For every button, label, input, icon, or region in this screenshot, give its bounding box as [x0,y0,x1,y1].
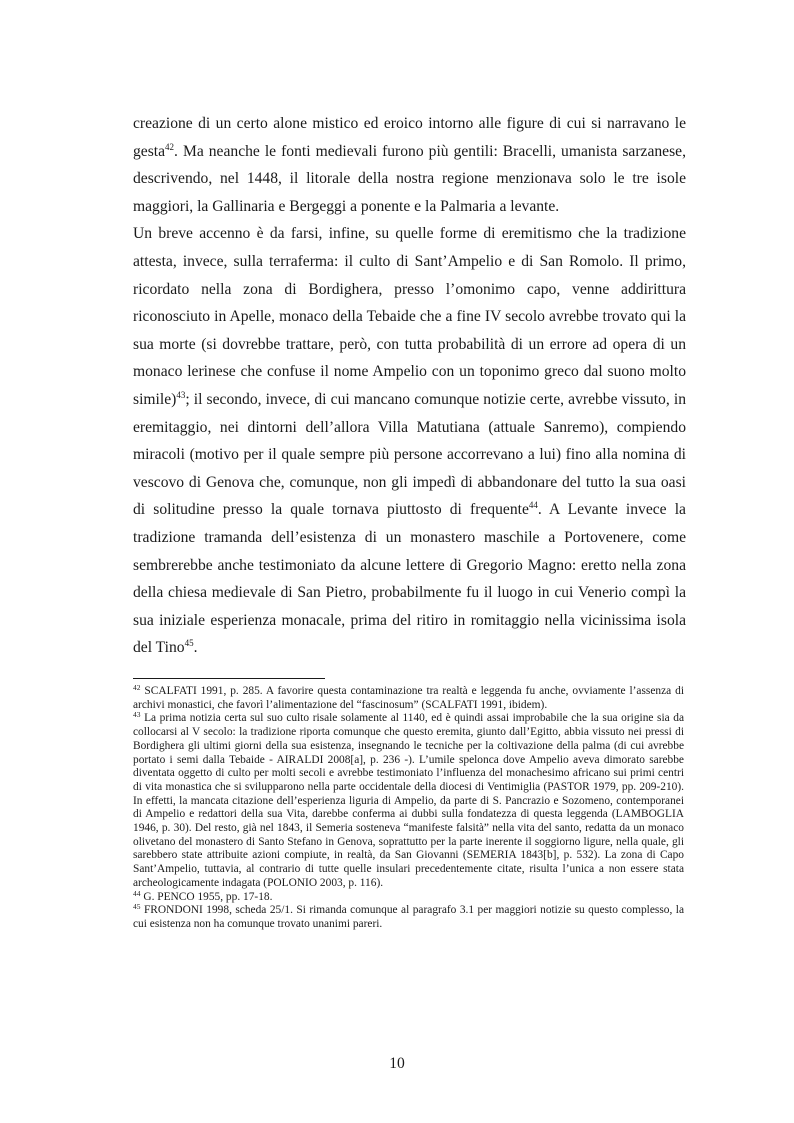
page-number: 10 [389,1055,405,1072]
main-text [133,110,686,662]
paragraph-1 [133,110,686,220]
footnote-separator [133,678,325,679]
footnote-45 [133,904,684,931]
footnote-ref-43[interactable]: 43 [176,389,186,400]
footnote-number: 42 [133,683,141,692]
footnote-text: La prima notizia certa sul suo culto risale solamente al 1140, ed è quindi assai improbabile che la sua origine sia da collocarsi al V secolo: la tradizione riporta comunque che questo eremita, giunto dall’Egitto, abbia vissuto nei pressi di Bordighera gli ultimi giorni della sua esistenza, insegnando le tecniche per la coltivazione della palma (di cui avrebbe portato i semi dalla Tebaide - AIRALDI 2008[a], p. 236 -). L’umile spelonca dove Ampelio aveva dimorato sarebbe diventata oggetto di culto per molti secoli e avrebbe testimoniato l’influenza del monachesimo africano sui primi centri di vita monastica che si svilupparono nella parte occidentale della diocesi di Ventimiglia (PASTOR 1979, pp. 209-210). In effetti, la mancata citazione dell’esperienza liguria di Ampelio, da parte di S. Pancrazio e Sozomeno, contemporanei di Ampelio e redattori della sua Vita, darebbe conferma ai dubbi sulla fondatezza di questa leggenda (LAMBOGLIA 1946, p. 30). Del resto, già nel 1843, il Semeria sosteneva “manifeste falsità” nella vita del santo, redatta da un monaco olivetano del monastero di Santo Stefano in Genova, soprattutto per la parte inerente il soggiorno ligure, nella quale, gli sarebbero state attribuite azioni compiute, in realtà, da San Giovanni (SEMERIA 1843[b], p. 532). La zona di Capo Sant’Ampelio, tuttavia, al contrario di tutte quelle insulari precedentemente citate, risulta l’unica a non essere stata archeologicamente indagata (POLONIO 2003, p. 116). [133,712,684,889]
footnote-number: 43 [133,710,141,720]
footnote-number: 45 [133,902,141,912]
paragraph-1-text-b: . Ma neanche le fonti medievali furono più gentili: Bracelli, umanista sarzanese, descrivendo, nel 1448, il litorale della nostra regione menzionava solo le tre isole maggiori, la Gallinaria e Bergeggi a ponente e la Palmaria a levante. [133,142,686,215]
footnote-ref-42[interactable]: 42 [165,141,175,152]
paragraph-2-text-b: ; il secondo, invece, di cui mancano comunque notizie certe, avrebbe vissuto, in eremitaggio, nei dintorni dell’allora Villa Matutiana (attuale Sanremo), compiendo miracoli (motivo per il quale sempre più persone accorrevano a lui) fino alla nomina di vescovo di Genova che, comunque, non gli impedì di abbandonare del tutto la sua oasi di solitudine presso la quale tornava piuttosto di frequente [133,390,686,519]
footnote-text: G. PENCO 1955, pp. 17-18. [140,890,273,903]
footnote-text: SCALFATI 1991, p. 285. A favorire questa contaminazione tra realtà e leggenda fu anche, ovviamente l’assenza di archivi monastici, che favorì l’alimentazione del “fascinosum” (SCALFATI 1991, ibidem). [133,685,684,711]
paragraph-2 [133,220,686,662]
paragraph-2-text-a: Un breve accenno è da farsi, infine, su quelle forme di eremitismo che la tradizione attesta, invece, sulla terraferma: il culto di Sant’Ampelio e di San Romolo. Il primo, ricordato nella zona di Bordighera, presso l’omonimo capo, venne addirittura riconosciuto in Apelle, monaco della Tebaide che a fine IV secolo avrebbe trovato qui la sua morte (si dovrebbe trattare, però, con tutta probabilità di un errore ad opera di un monaco lerinese che confuse il nome Ampelio con un toponimo greco dal suono molto simile) [133,225,686,408]
footnote-number: 44 [133,888,141,898]
footnote-ref-45[interactable]: 45 [184,638,194,649]
paragraph-1-text-a: creazione di un certo alone mistico ed eroico intorno alle figure di cui si narravano le gesta [133,115,686,160]
footnote-42 [133,685,684,712]
footnote-text: FRONDONI 1998, scheda 25/1. Si rimanda comunque al paragrafo 3.1 per maggiori notizie su questo complesso, la cui esistenza non ha comunque trovato unanimi pareri. [133,904,684,930]
footnote-44 [133,888,684,905]
footnotes [133,685,684,932]
footnote-43 [133,712,684,890]
paragraph-2-text-c: . A Levante invece la tradizione tramanda dell’esistenza di un monastero maschile a Portovenere, come sembrerebbe anche testimoniato da alcune lettere di Gregorio Magno: eretto nella zona della chiesa medievale di San Pietro, probabilmente fu il luogo in cui Venerio compì la sua iniziale esperienza monacale, prima del ritiro in romitaggio nella vicinissima isola del Tino [133,501,686,657]
footnote-ref-44[interactable]: 44 [528,500,538,511]
paragraph-2-text-d: . [193,639,198,657]
